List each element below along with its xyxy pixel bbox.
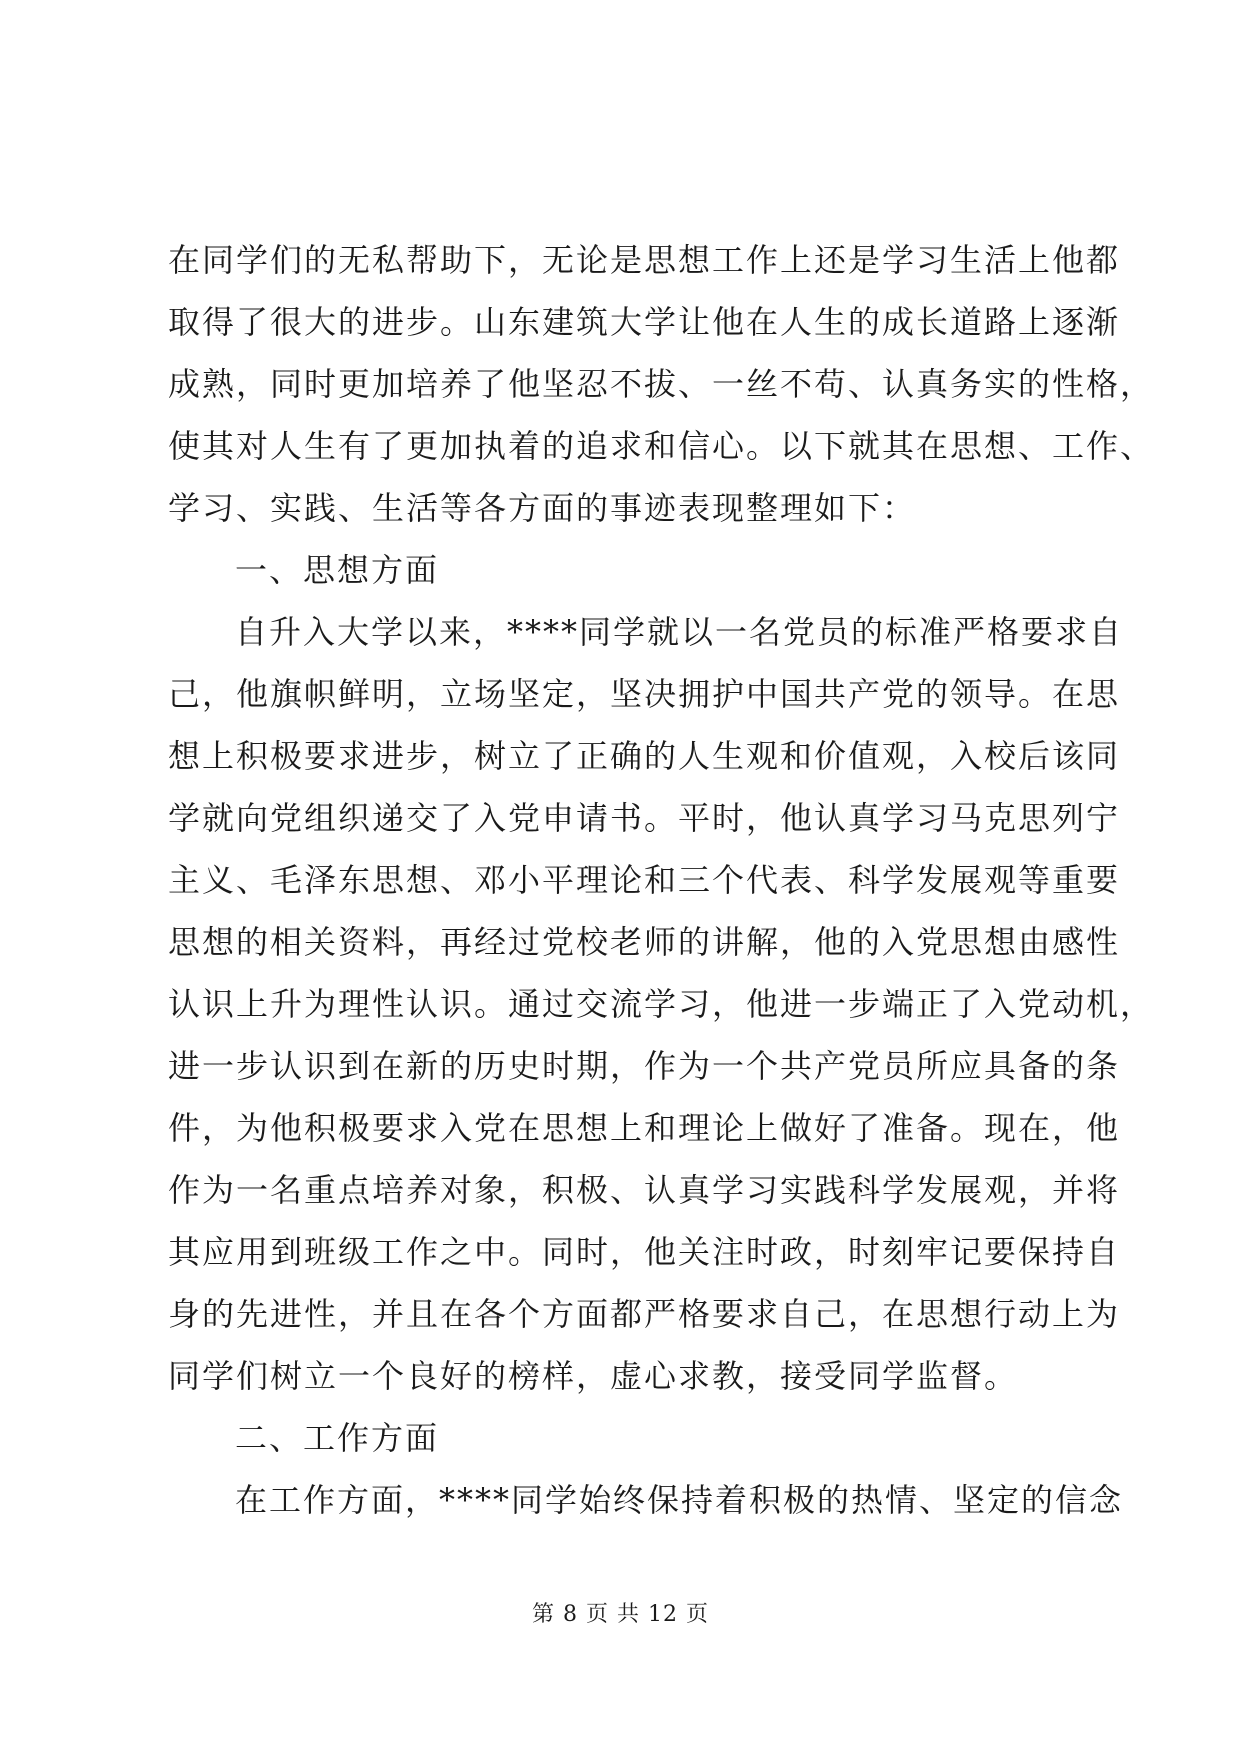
text-line: 学就向党组织递交了入党申请书。平时，他认真学习马克思列宁 — [168, 799, 1121, 837]
text-line: 想上积极要求进步，树立了正确的人生观和价值观，入校后该同 — [168, 737, 1121, 775]
text-line: 件，为他积极要求入党在思想上和理论上做好了准备。现在，他 — [168, 1109, 1121, 1147]
text-line: 在同学们的无私帮助下，无论是思想工作上还是学习生活上他都 — [168, 241, 1121, 279]
text-line: 认识上升为理性认识。通过交流学习，他进一步端正了入党动机， — [168, 985, 1155, 1023]
text-line: 思想的相关资料，再经过党校老师的讲解，他的入党思想由感性 — [168, 923, 1121, 961]
text-line: 在工作方面，****同学始终保持着积极的热情、坚定的信念 — [235, 1481, 1124, 1519]
text-line: 同学们树立一个良好的榜样，虚心求教，接受同学监督。 — [168, 1357, 1019, 1395]
page-number: 第 8 页 共 12 页 — [532, 1602, 709, 1627]
section-heading: 二、工作方面 — [235, 1419, 440, 1457]
text-line: 主义、毛泽东思想、邓小平理论和三个代表、科学发展观等重要 — [168, 861, 1121, 899]
text-line: 进一步认识到在新的历史时期，作为一个共产党员所应具备的条 — [168, 1047, 1121, 1085]
text-line: 作为一名重点培养对象，积极、认真学习实践科学发展观，并将 — [168, 1171, 1121, 1209]
text-line: 自升入大学以来，****同学就以一名党员的标准严格要求自 — [235, 613, 1124, 651]
text-line: 身的先进性，并且在各个方面都严格要求自己，在思想行动上为 — [168, 1295, 1121, 1333]
text-line: 其应用到班级工作之中。同时，他关注时政，时刻牢记要保持自 — [168, 1233, 1121, 1271]
text-line: 成熟，同时更加培养了他坚忍不拔、一丝不苟、认真务实的性格， — [168, 365, 1155, 403]
text-line: 取得了很大的进步。山东建筑大学让他在人生的成长道路上逐渐 — [168, 303, 1121, 341]
text-line: 学习、实践、生活等各方面的事迹表现整理如下： — [168, 489, 917, 527]
section-heading: 一、思想方面 — [235, 551, 440, 589]
text-line: 使其对人生有了更加执着的追求和信心。以下就其在思想、工作、 — [168, 427, 1155, 465]
text-line: 己，他旗帜鲜明，立场坚定，坚决拥护中国共产党的领导。在思 — [168, 675, 1121, 713]
